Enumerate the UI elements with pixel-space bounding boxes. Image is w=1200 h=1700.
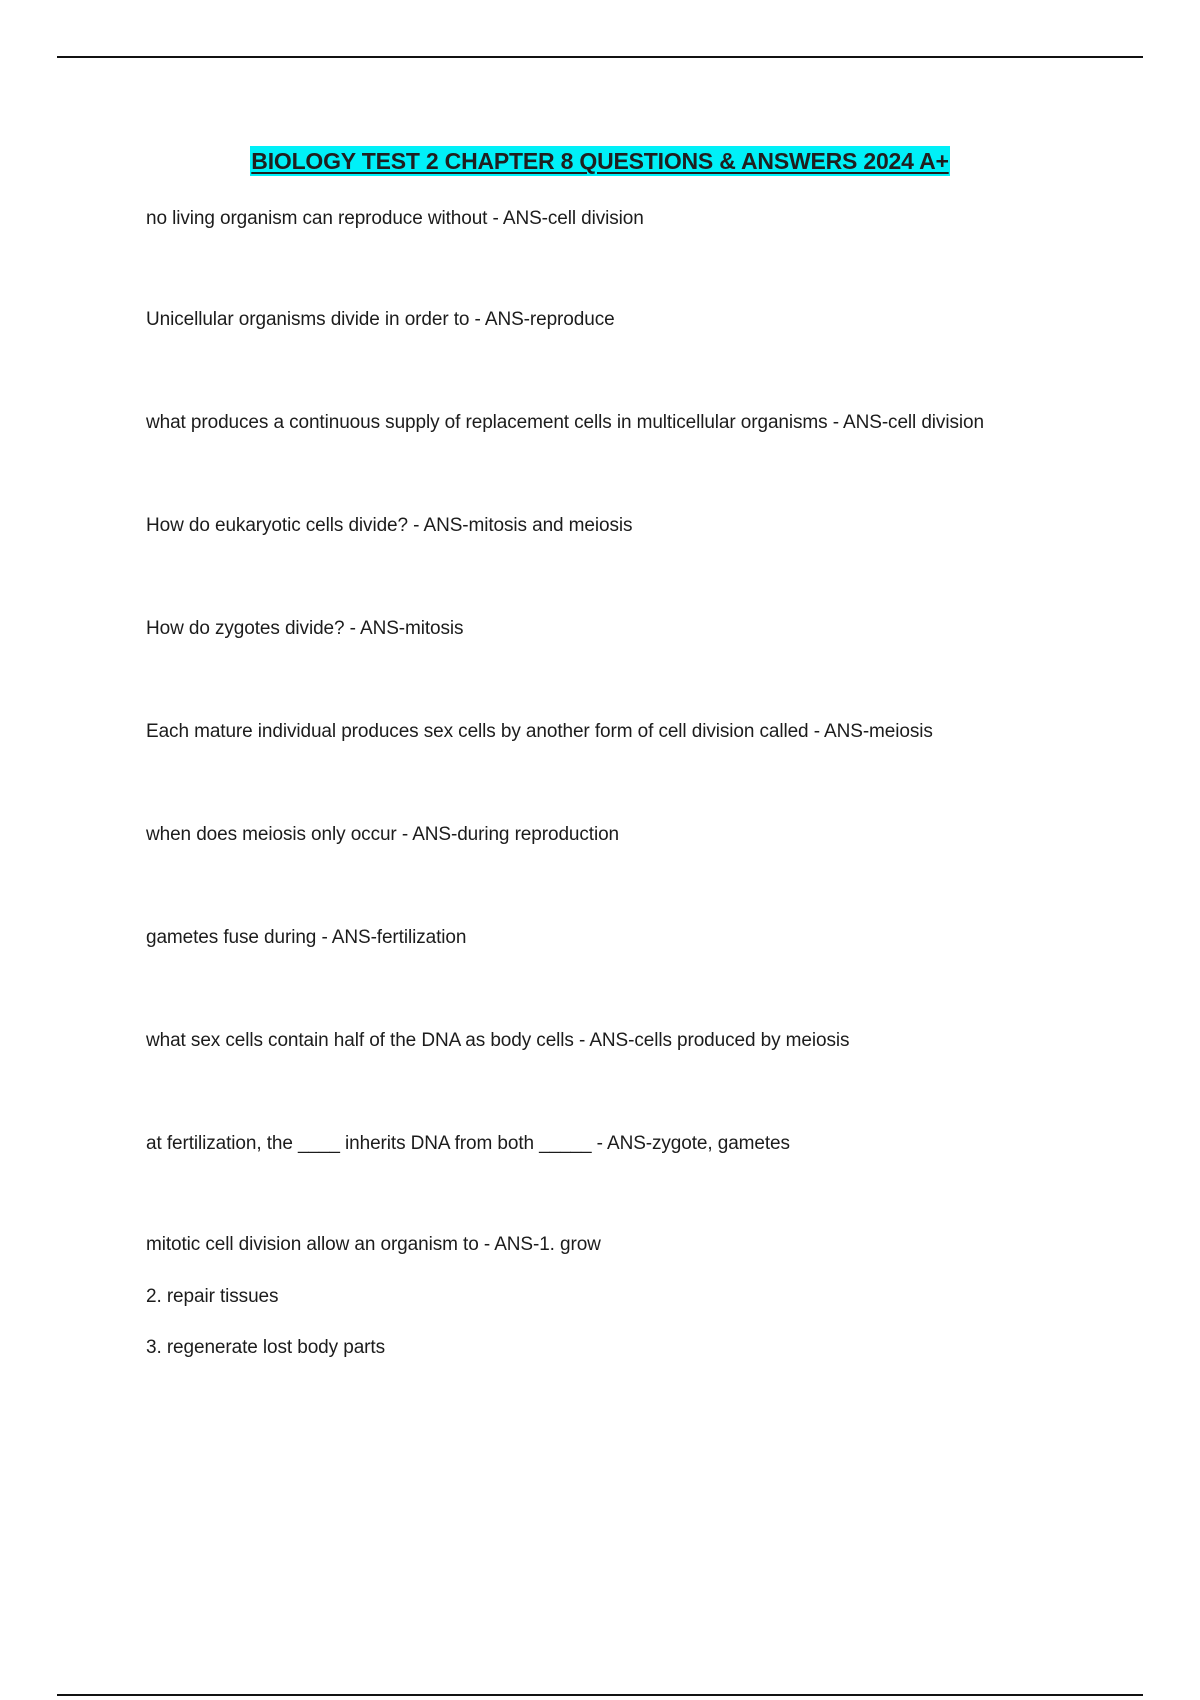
qa-line: Unicellular organisms divide in order to - ANS-reproduce <box>146 309 615 330</box>
qa-line: 2. repair tissues <box>146 1286 279 1307</box>
qa-line: 3. regenerate lost body parts <box>146 1337 385 1358</box>
document-title: BIOLOGY TEST 2 CHAPTER 8 QUESTIONS & ANSWERS 2024 A+ <box>251 148 949 174</box>
qa-line: when does meiosis only occur - ANS-during reproduction <box>146 824 620 845</box>
qa-line: at fertilization, the ____ inherits DNA from both _____ - ANS-zygote, gametes <box>146 1133 790 1154</box>
qa-line: no living organism can reproduce without - ANS-cell division <box>146 208 644 229</box>
qa-line: what sex cells contain half of the DNA as body cells - ANS-cells produced by meiosis <box>146 1030 850 1051</box>
qa-line: gametes fuse during - ANS-fertilization <box>146 927 467 948</box>
qa-line: How do zygotes divide? - ANS-mitosis <box>146 618 464 639</box>
qa-line: mitotic cell division allow an organism to - ANS-1. grow <box>146 1234 601 1255</box>
qa-line: Each mature individual produces sex cells by another form of cell division called - ANS-meiosis <box>146 721 933 742</box>
qa-line: what produces a continuous supply of replacement cells in multicellular organisms - ANS-cell division <box>146 412 984 433</box>
bottom-rule <box>57 1694 1143 1696</box>
qa-line: How do eukaryotic cells divide? - ANS-mitosis and meiosis <box>146 515 633 536</box>
